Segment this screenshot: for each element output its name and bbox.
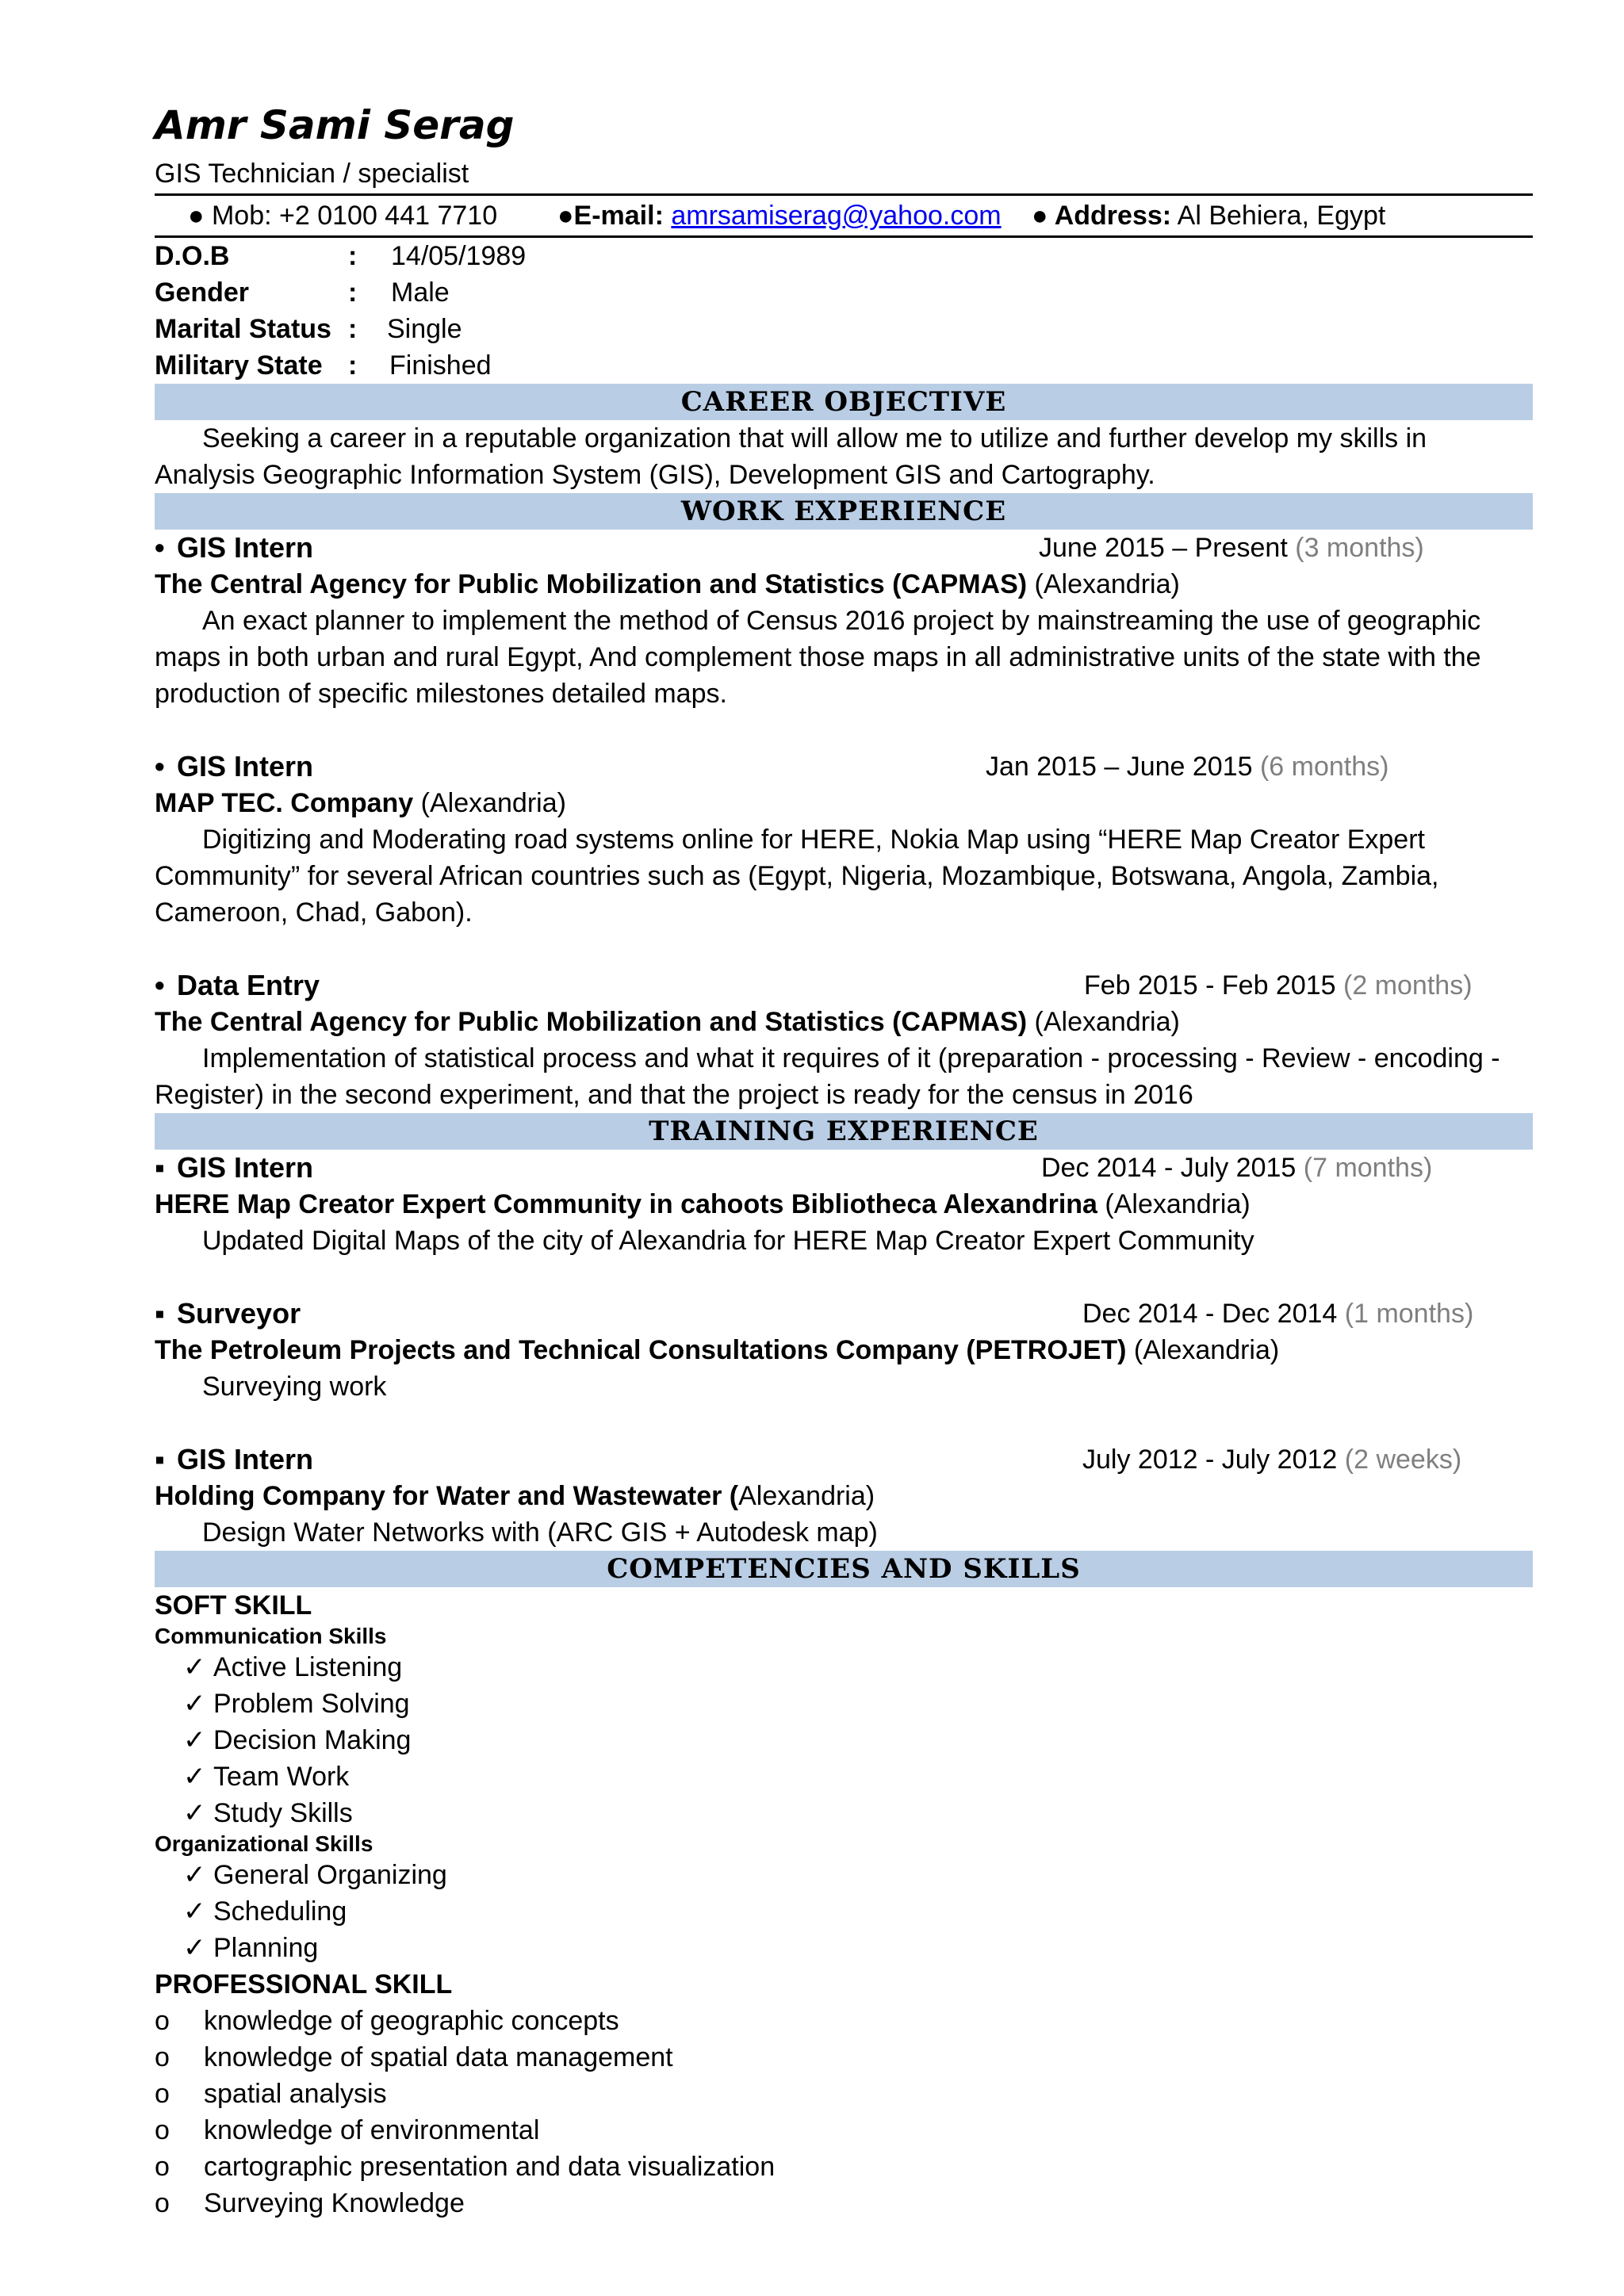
job-date-range: Feb 2015 - Feb 2015 [1084, 970, 1336, 1001]
professional-skill-heading: PROFESSIONAL SKILL [155, 1969, 453, 1999]
circle-bullet-icon: o [155, 2079, 170, 2109]
job-header [155, 1150, 1533, 1186]
training-entry [155, 1295, 1533, 1405]
spacer [155, 1259, 1533, 1295]
bullet-icon: ▪ [155, 1443, 165, 1475]
job-org [155, 785, 1533, 821]
job-date-range: Jan 2015 – June 2015 [986, 752, 1253, 782]
job-date [1039, 530, 1424, 566]
training-entry [155, 1441, 1533, 1551]
list-item [155, 2003, 1533, 2039]
job-org-name: Holding Company for Water and Wastewater ( [155, 1481, 739, 1511]
job-title-text: GIS Intern [177, 1151, 314, 1184]
job-location: (Alexandria) [1027, 569, 1180, 599]
job-description: Design Water Networks with (ARC GIS + Autodesk map) [202, 1517, 878, 1548]
skill-text: Planning [213, 1933, 319, 1963]
job-location: (Alexandria) [1097, 1189, 1251, 1219]
job-org-name: The Central Agency for Public Mobilization and Statistics (CAPMAS) [155, 1007, 1028, 1037]
list-item [155, 1758, 1533, 1795]
info-colon: : [348, 350, 358, 381]
job-location: (Alexandria) [1126, 1335, 1280, 1365]
organizational-skills-heading: Organizational Skills [155, 1831, 373, 1856]
section-training-experience: TRAINING EXPERIENCE [155, 1113, 1533, 1150]
info-row-gender [155, 274, 1533, 311]
email-line [557, 196, 1002, 235]
check-icon: ✓ [183, 1762, 206, 1792]
job-org-name: HERE Map Creator Expert Community in cahoots Bibliotheca Alexandrina [155, 1189, 1097, 1219]
check-icon: ✓ [183, 1798, 206, 1828]
professional-skills-list [155, 2003, 1533, 2221]
address-label: ● Address: [1032, 201, 1172, 231]
address-line [1032, 196, 1385, 235]
job-date-range: Dec 2014 - July 2015 [1041, 1153, 1304, 1183]
job-title [155, 967, 320, 1004]
job-description: An exact planner to implement the method of Census 2016 project by mainstreaming the use of geographic maps in both urban and rural Egypt, And complement those maps in all administrative units of the state with the production of specific milestones detailed maps. [155, 606, 1481, 709]
list-item [155, 2185, 1533, 2221]
skill-text: Scheduling [213, 1896, 347, 1927]
job-org [155, 1332, 1533, 1368]
circle-bullet-icon: o [155, 2152, 170, 2182]
skill-text: knowledge of geographic concepts [204, 2006, 619, 2036]
skill-text: cartographic presentation and data visualization [204, 2152, 776, 2182]
job-org-name: MAP TEC. Company [155, 788, 414, 818]
info-colon: : [348, 314, 358, 344]
spacer [155, 1405, 1533, 1441]
job-title [155, 1441, 313, 1478]
circle-bullet-icon: o [155, 2188, 170, 2218]
info-key: Gender [155, 277, 250, 308]
job-date [1082, 1441, 1461, 1478]
job-duration: (7 months) [1303, 1153, 1433, 1183]
list-item [155, 2112, 1533, 2149]
spacer [155, 931, 1533, 967]
job-header [155, 748, 1533, 785]
communication-skills-list [155, 1649, 1533, 1831]
job-org [155, 1478, 1533, 1514]
bullet-icon: • [155, 969, 165, 1001]
section-work-experience: WORK EXPERIENCE [155, 493, 1533, 530]
bullet-icon: • [155, 750, 165, 783]
list-item [155, 1722, 1533, 1758]
check-icon: ✓ [183, 1689, 206, 1719]
job-location: (Alexandria) [1027, 1007, 1180, 1037]
email-link[interactable]: amrsamiserag@yahoo.com [671, 201, 1002, 231]
job-title-text: GIS Intern [177, 531, 314, 564]
work-entry [155, 530, 1533, 712]
job-title [155, 530, 313, 566]
check-icon: ✓ [183, 1933, 206, 1963]
email-label: ●E-mail: [557, 201, 664, 231]
job-header [155, 967, 1533, 1004]
skill-text: Study Skills [213, 1798, 353, 1828]
job-location: (Alexandria) [413, 788, 566, 818]
list-item [155, 1649, 1533, 1686]
list-item [155, 2149, 1533, 2185]
organizational-skills-list [155, 1857, 1533, 1966]
info-row-marital [155, 311, 1533, 347]
circle-bullet-icon: o [155, 2115, 170, 2145]
job-header [155, 530, 1533, 566]
communication-skills-heading: Communication Skills [155, 1624, 387, 1648]
skill-text: General Organizing [213, 1860, 447, 1890]
bullet-icon: ▪ [155, 1151, 165, 1184]
job-duration: (3 months) [1295, 533, 1424, 563]
section-competencies: COMPETENCIES AND SKILLS [155, 1551, 1533, 1587]
job-date [1041, 1150, 1432, 1186]
check-icon: ✓ [183, 1725, 206, 1755]
job-date-range: July 2012 - July 2012 [1082, 1445, 1338, 1475]
check-icon: ✓ [183, 1652, 206, 1682]
skill-text: Team Work [213, 1762, 350, 1792]
resume-page [155, 95, 1533, 2221]
check-icon: ✓ [183, 1860, 206, 1890]
job-description: Implementation of statistical process and what it requires of it (preparation - processing - Review - encoding - Register) in the second experiment, and that the project is ready for the census in 2016 [155, 1043, 1500, 1110]
job-date [1082, 1295, 1473, 1332]
job-title [155, 748, 313, 785]
section-career-objective: CAREER OBJECTIVE [155, 384, 1533, 420]
job-date [986, 748, 1388, 785]
personal-info [155, 238, 1533, 384]
address-value: Al Behiera, Egypt [1177, 201, 1386, 231]
career-objective-text: Seeking a career in a reputable organization that will allow me to utilize and further develop my skills in Analysis Geographic Information System (GIS), Development GIS and Cartography. [155, 423, 1427, 490]
skill-text: Surveying Knowledge [204, 2188, 465, 2218]
mobile-number: ● Mob: +2 0100 441 7710 [188, 201, 498, 231]
job-title [155, 1295, 301, 1332]
job-date [1084, 967, 1473, 1004]
job-org [155, 566, 1533, 603]
list-item [155, 2076, 1533, 2112]
job-date-range: Dec 2014 - Dec 2014 [1082, 1299, 1338, 1329]
info-row-military [155, 347, 1533, 384]
list-item [155, 2039, 1533, 2076]
info-colon: : [348, 241, 358, 271]
job-subtitle: GIS Technician / specialist [155, 159, 469, 189]
info-value: Male [391, 277, 450, 308]
spacer [155, 712, 1533, 748]
list-item [155, 1686, 1533, 1722]
job-header [155, 1295, 1533, 1332]
info-colon: : [348, 277, 358, 308]
soft-skill-heading: SOFT SKILL [155, 1590, 312, 1621]
skill-text: knowledge of environmental [204, 2115, 540, 2145]
job-location: Alexandria) [738, 1481, 875, 1511]
skill-text: knowledge of spatial data management [204, 2042, 673, 2072]
info-value: Finished [389, 350, 492, 381]
job-org-name: The Petroleum Projects and Technical Consultations Company (PETROJET) [155, 1335, 1127, 1365]
job-org-name: The Central Agency for Public Mobilization and Statistics (CAPMAS) [155, 569, 1028, 599]
contact-bar [155, 193, 1533, 238]
job-duration: (1 months) [1344, 1299, 1474, 1329]
job-title-text: GIS Intern [177, 1443, 314, 1475]
job-org [155, 1186, 1533, 1223]
info-row-dob [155, 238, 1533, 274]
list-item [155, 1893, 1533, 1930]
job-header [155, 1441, 1533, 1478]
job-duration: (6 months) [1259, 752, 1389, 782]
skill-text: Active Listening [213, 1652, 403, 1682]
info-value: 14/05/1989 [391, 241, 527, 271]
skill-text: Decision Making [213, 1725, 412, 1755]
info-key: Military State [155, 350, 323, 381]
job-org [155, 1004, 1533, 1040]
check-icon: ✓ [183, 1896, 206, 1927]
job-title-text: Surveyor [177, 1297, 301, 1330]
list-item [155, 1857, 1533, 1893]
job-title [155, 1150, 313, 1186]
info-value: Single [387, 314, 462, 344]
work-entry [155, 748, 1533, 931]
circle-bullet-icon: o [155, 2042, 170, 2072]
info-key: D.O.B [155, 241, 230, 271]
job-duration: (2 weeks) [1344, 1445, 1462, 1475]
bullet-icon: ▪ [155, 1297, 165, 1330]
skill-text: Problem Solving [213, 1689, 410, 1719]
bullet-icon: • [155, 531, 165, 564]
job-date-range: June 2015 – Present [1039, 533, 1288, 563]
work-entry [155, 967, 1533, 1113]
candidate-name: Amr Sami Serag [155, 102, 515, 148]
job-description: Digitizing and Moderating road systems online for HERE, Nokia Map using “HERE Map Creator Expert Community” for several African countries such as (Egypt, Nigeria, Mozambique, Botswana, Angola, Zambia, Cameroon, Chad, Gabon). [155, 825, 1439, 928]
job-title-text: Data Entry [177, 969, 320, 1001]
job-duration: (2 months) [1343, 970, 1473, 1001]
circle-bullet-icon: o [155, 2006, 170, 2036]
list-item [155, 1930, 1533, 1966]
list-item [155, 1795, 1533, 1831]
job-title-text: GIS Intern [177, 750, 314, 783]
job-description: Surveying work [202, 1372, 387, 1402]
skill-text: spatial analysis [204, 2079, 387, 2109]
job-description: Updated Digital Maps of the city of Alexandria for HERE Map Creator Expert Community [202, 1226, 1254, 1256]
info-key: Marital Status [155, 314, 331, 344]
training-entry [155, 1150, 1533, 1259]
